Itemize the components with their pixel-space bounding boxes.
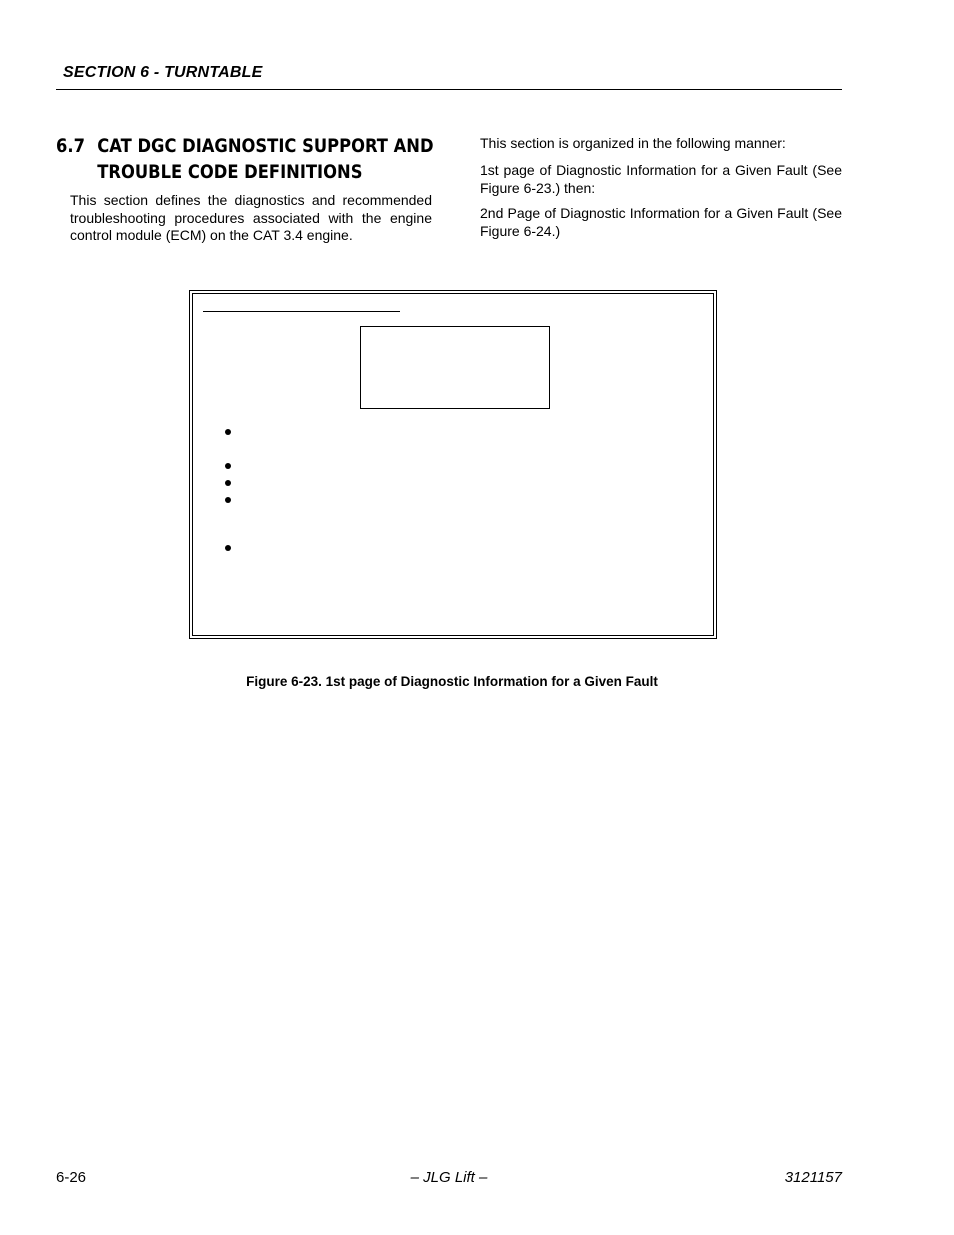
figure-bullet [225, 480, 231, 486]
page-number: 6-26 [56, 1169, 87, 1186]
footer-publisher: – JLG Lift – [410, 1169, 488, 1186]
figure-title-underline [203, 311, 400, 312]
section-title-line2: TROUBLE CODE DEFINITIONS [97, 161, 363, 183]
section-heading [56, 133, 434, 185]
figure-caption: Figure 6-23. 1st page of Diagnostic Information for a Given Fault [246, 674, 658, 689]
figure-fault-box [360, 326, 550, 409]
figure-bullet [225, 545, 231, 551]
organization-item-1: 1st page of Diagnostic Information for a Given Fault (See Figure 6-23.) then: [480, 162, 842, 196]
section-number: 6.7 [56, 135, 85, 157]
figure-inner-border [192, 293, 714, 636]
document-number: 3121157 [784, 1169, 842, 1186]
section-header-title: SECTION 6 - TURNTABLE [63, 64, 263, 81]
header-divider [56, 89, 842, 90]
organization-intro: This section is organized in the following manner: [480, 135, 786, 151]
section-title-line1: CAT DGC DIAGNOSTIC SUPPORT AND [97, 135, 434, 157]
figure-bullet [225, 497, 231, 503]
figure-bullet [225, 429, 231, 435]
section-intro-paragraph: This section defines the diagnostics and recommended troubleshooting procedures associated with the engine control module (ECM) on the CAT 3.4 engine. [70, 192, 432, 243]
organization-item-2: 2nd Page of Diagnostic Information for a Given Fault (See Figure 6-24.) [480, 205, 842, 239]
figure-bullet [225, 463, 231, 469]
figure-6-23 [189, 290, 717, 639]
